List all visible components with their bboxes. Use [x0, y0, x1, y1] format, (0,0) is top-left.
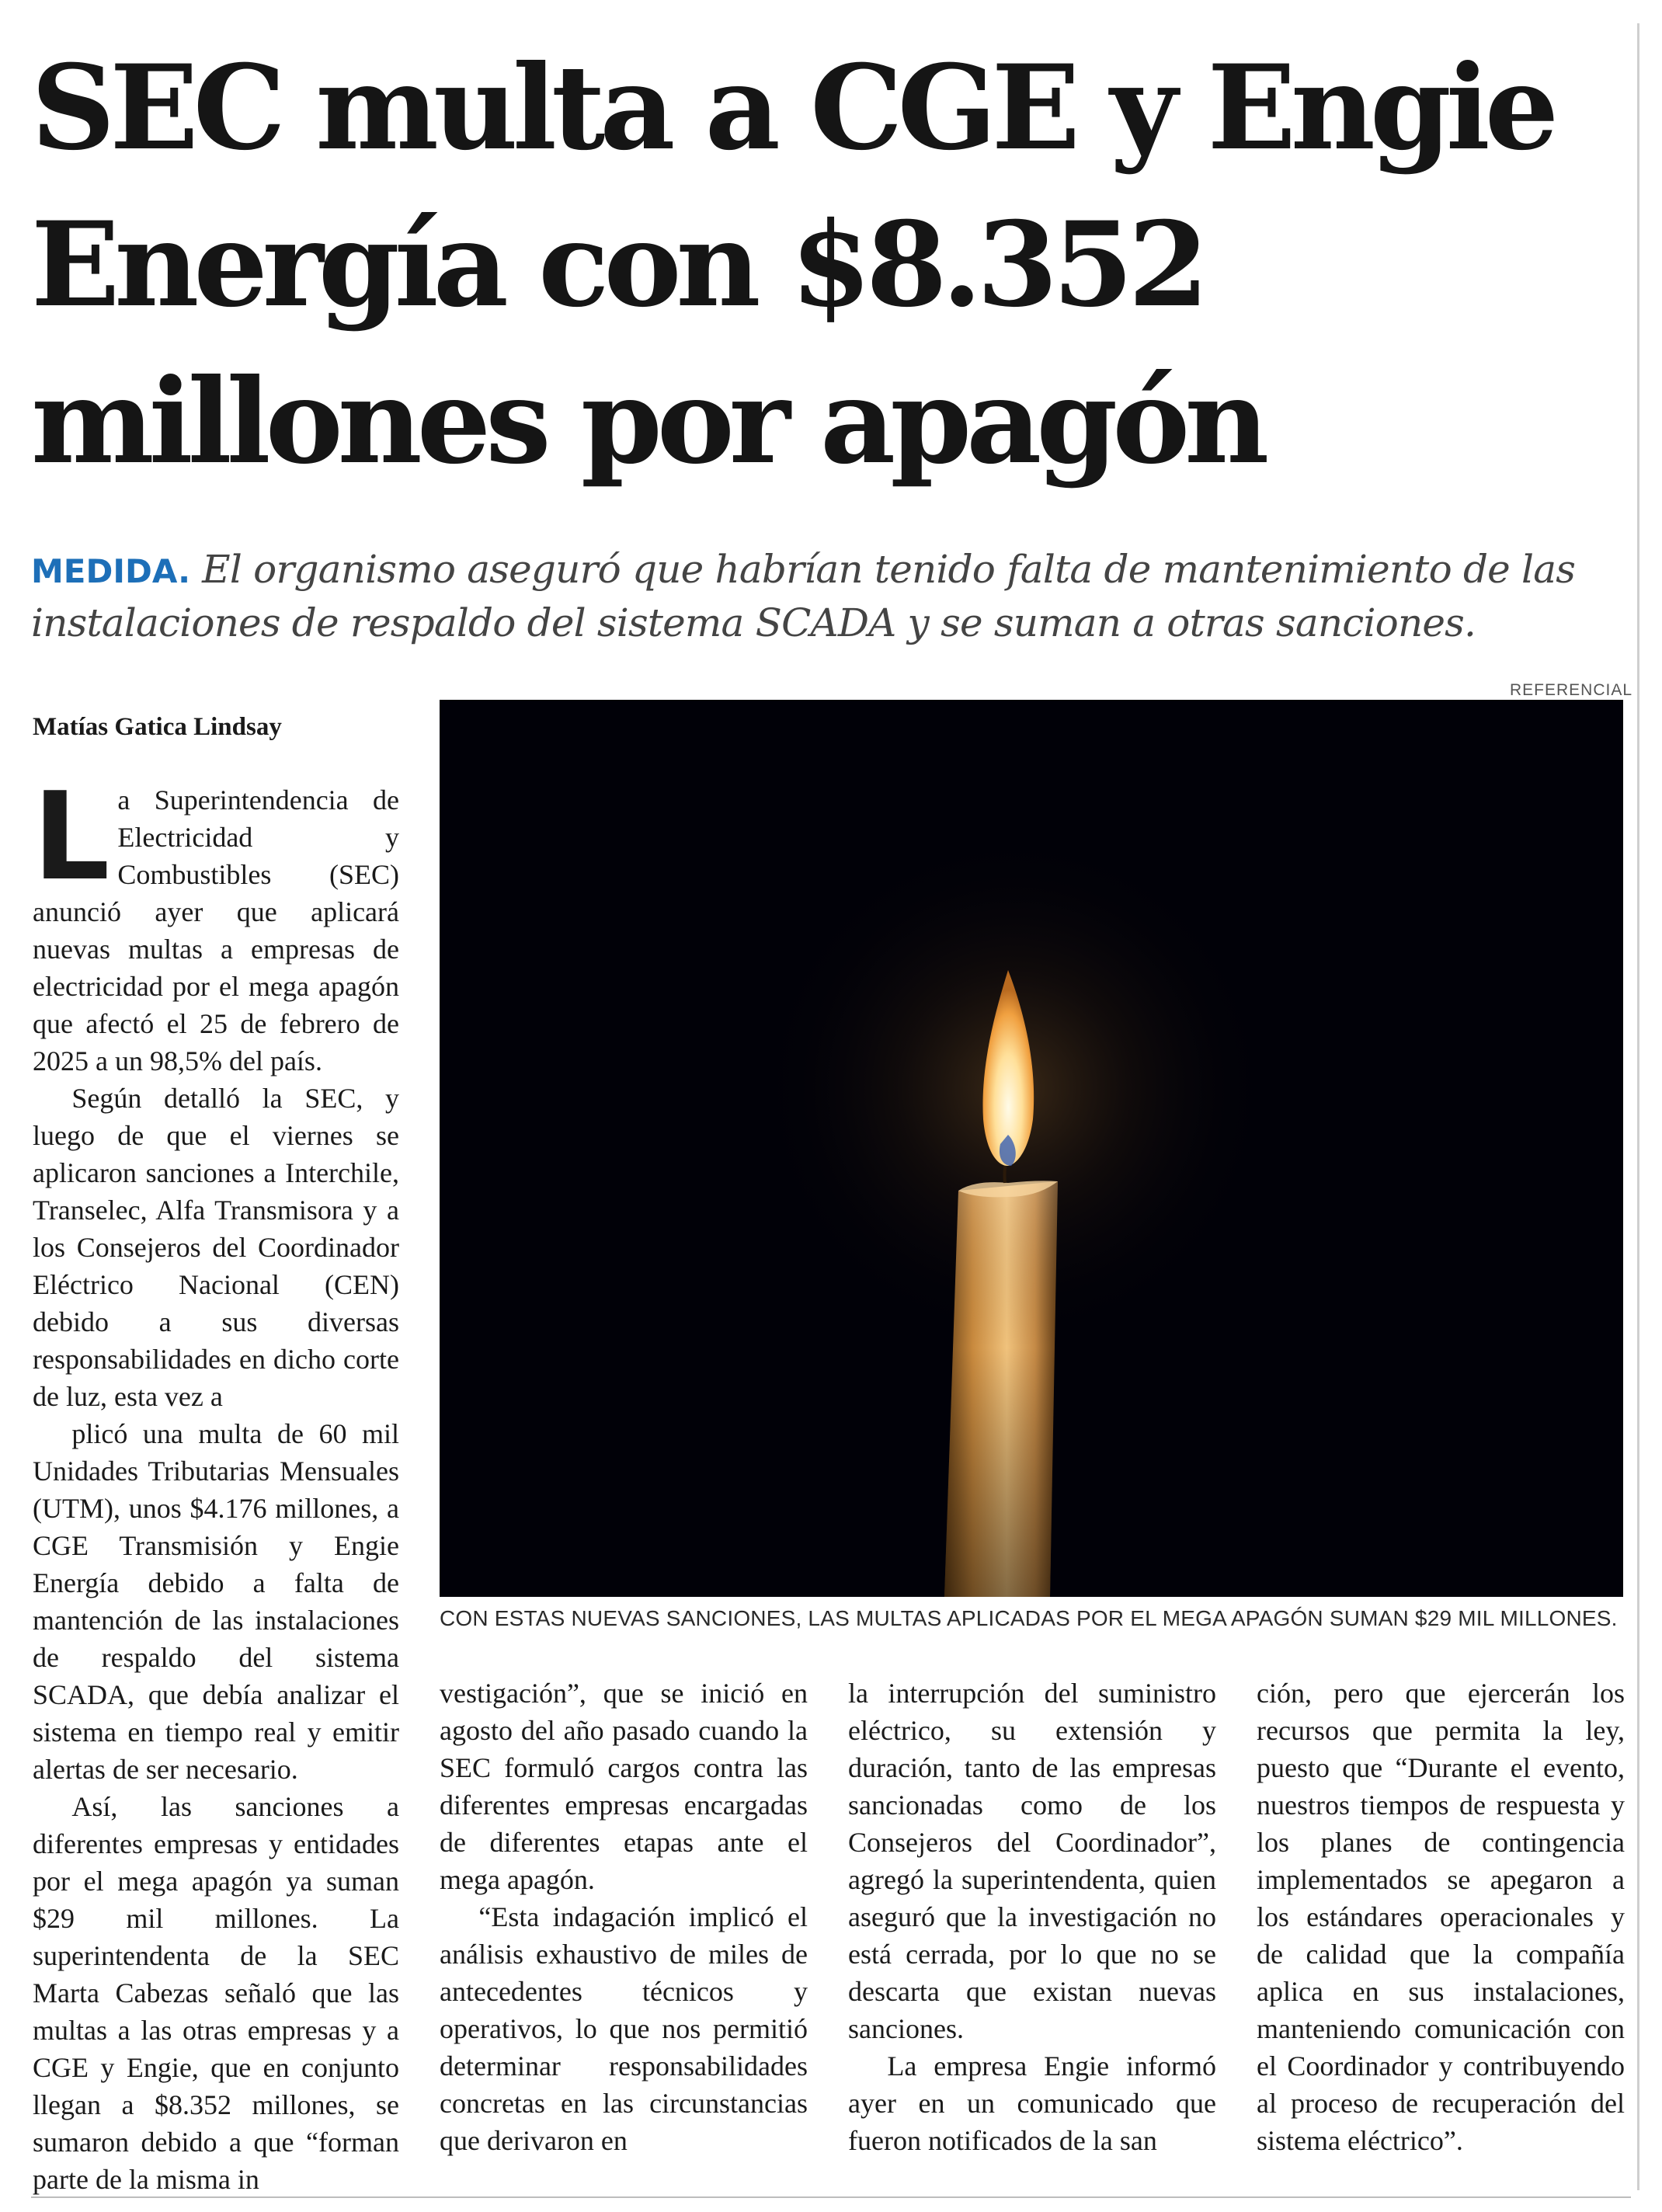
article-column-4 [1257, 1675, 1625, 2159]
article-column-2 [440, 1675, 808, 2159]
deck-tag: MEDIDA. [31, 552, 191, 590]
column-rule-right [1637, 23, 1639, 2190]
candle-illustration [440, 700, 1623, 1597]
paragraph-7: la interrupción del suministro eléctrico, su extensión y duración, tanto de las empresas sancionadas como de los Consejeros del Coordinador”, agregó la superintendenta, quien aseguró que la investigación no está cerrada, por lo que no se descarta que existan nuevas sanciones. [848, 1678, 1216, 2044]
bottom-rule [31, 2196, 1631, 2198]
article-column-3 [848, 1675, 1216, 2159]
deck-text: El organismo aseguró que habrían tenido falta de mantenimiento de las instalaciones de respaldo del sistema SCADA y se suman a otras sanciones. [31, 547, 1576, 645]
headline: SEC multa a CGE y Engie Energía con $8.352 millones por apagón [31, 40, 1554, 490]
paragraph-4: Así, las sanciones a diferentes empresas y entidades por el mega apagón ya suman $29 mil millones. La superintendenta de la SEC Marta Cabezas señaló que las multas a las otras empresas y a CGE y Engie, que en conjunto llegan a $8.352 millones, se sumaron debido a que “forman parte de la misma in [33, 1791, 399, 2195]
paragraph-9: ción, pero que ejercerán los recursos que permita la ley, puesto que “Durante el evento, nuestros tiempos de respuesta y los planes de contingencia implementados se apegaron a los estándares operacionales y de calidad que la compañía aplica en sus instalaciones, manteniendo comunicación con el Coordinador y contribuyendo al proceso de recuperación del sistema eléctrico”. [1257, 1678, 1625, 2156]
paragraph-6: “Esta indagación implicó el análisis exhaustivo de miles de antecedentes técnicos y operativos, lo que nos permitió determinar responsabilidades concretas en las circunstancias que derivaron en [440, 1901, 808, 2156]
paragraph-3: plicó una multa de 60 mil Unidades Tributarias Mensuales (UTM), unos $4.176 millones, a CGE Transmisión y Engie Energía debido a falta de mantención de las instalaciones de respaldo del sistema SCADA, que debía analizar el sistema en tiempo real y emitir alertas de ser necesario. [33, 1418, 399, 1785]
paragraph-2: Según detalló la SEC, y luego de que el viernes se aplicaron sanciones a Interchile, Transelec, Alfa Transmisora y a los Consejeros del Coordinador Eléctrico Nacional (CEN) debido a sus diversas responsabilidades en dicho corte de luz, esta vez a [33, 1083, 399, 1412]
byline: Matías Gatica Lindsay [33, 713, 282, 741]
paragraph-5: vestigación”, que se inició en agosto del año pasado cuando la SEC formuló cargos contra las diferentes empresas encargadas de diferentes etapas ante el mega apagón. [440, 1678, 808, 1895]
drop-cap: L [33, 766, 110, 907]
candle-photo [440, 700, 1623, 1597]
paragraph-8: La empresa Engie informó ayer en un comunicado que fueron notificados de la san [848, 2050, 1216, 2156]
paragraph-1: La Superintendencia de Electricidad y Combustibles (SEC) anunció ayer que aplicará nuevas multas a empresas de electricidad por el mega apagón que afectó el 25 de febrero de 2025 a un 98,5% del país. [33, 766, 399, 1076]
deck [31, 544, 1623, 649]
photo-caption: CON ESTAS NUEVAS SANCIONES, LAS MULTAS APLICADAS POR EL MEGA APAGÓN SUMAN $29 MIL MILLONES. [440, 1606, 1618, 1630]
article-column-1 [33, 766, 399, 2198]
photo-credit: REFERENCIAL [1510, 681, 1633, 699]
